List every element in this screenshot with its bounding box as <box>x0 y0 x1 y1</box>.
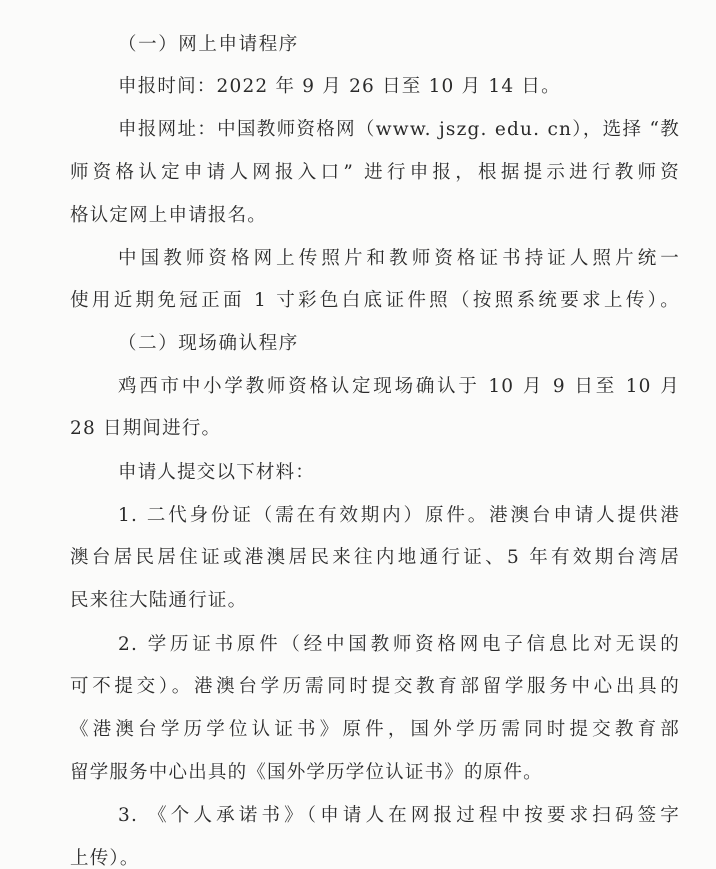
material-item-1-line-3: 民来往大陆通行证。 <box>70 590 248 611</box>
material-item-2-line-2: 可不提交）。港澳台学历需同时提交教育部留学服务中心出具的 <box>70 676 680 697</box>
section-heading-online: （一）网上申请程序 <box>118 34 299 55</box>
material-item-3-line-1: 3. 《个人承诺书》（申请人在网报过程中按要求扫码签字 <box>118 805 680 826</box>
material-item-1-line-1: 1. 二代身份证（需在有效期内）原件。港澳台申请人提供港 <box>118 505 680 526</box>
onsite-confirm-line-2: 28 日期间进行。 <box>70 418 222 439</box>
application-time: 申报时间：2022 年 9 月 26 日至 10 月 14 日。 <box>118 76 561 97</box>
section-heading-onsite: （二）现场确认程序 <box>118 333 299 354</box>
material-item-1-line-2: 澳台居民居住证或港澳居民来往内地通行证、5 年有效期台湾居 <box>70 547 680 568</box>
materials-intro: 申请人提交以下材料： <box>118 462 316 483</box>
application-url-line-2: 师资格认定申请人网报入口” 进行申报，根据提示进行教师资 <box>70 162 680 183</box>
application-url-line-3: 格认定网上申请报名。 <box>70 205 268 226</box>
photo-requirement-line-1: 中国教师资格网上传照片和教师资格证书持证人照片统一 <box>118 248 680 269</box>
application-url-line-1: 申报网址：中国教师资格网（www. jszg. edu. cn），选择 “教 <box>118 119 680 140</box>
photo-requirement-line-2: 使用近期免冠正面 1 寸彩色白底证件照（按照系统要求上传）。 <box>70 290 680 311</box>
material-item-3-line-2: 上传）。 <box>70 848 140 869</box>
material-item-2-line-1: 2. 学历证书原件（经中国教师资格网电子信息比对无误的 <box>118 634 680 655</box>
material-item-2-line-3: 《港澳台学历学位认证书》原件，国外学历需同时提交教育部 <box>70 719 680 740</box>
material-item-2-line-4: 留学服务中心出具的《国外学历学位认证书》的原件。 <box>70 762 543 783</box>
onsite-confirm-line-1: 鸡西市中小学教师资格认定现场确认于 10 月 9 日至 10 月 <box>118 376 680 397</box>
